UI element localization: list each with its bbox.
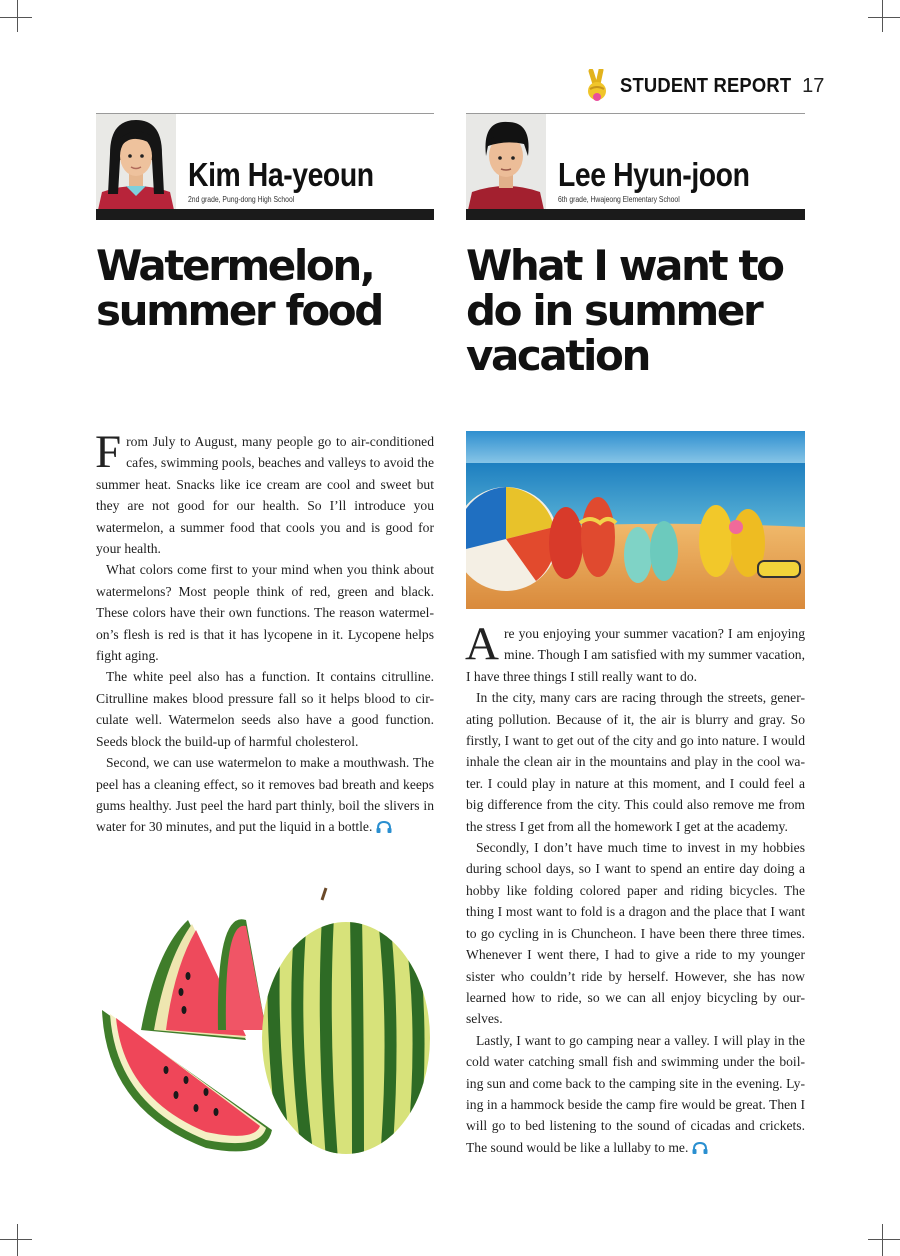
author-photo [466,114,546,210]
crop-mark [0,1239,32,1240]
crop-mark [882,0,883,32]
headline-line: do in summer [466,286,762,335]
paragraph-text: rom July to August, many people go to air-conditioned cafes, swimming pools, beaches and valleys to avoid the summer heat. Snacks like ice cream are cool and sweet but they are not good for our health. So I’ll introduce you watermelon, a summer food that cools you and is good for your health. [96,434,434,557]
author-school: 2nd grade, Pung-dong High School [188,195,295,204]
crop-mark [17,0,18,32]
beach-photo [466,431,805,609]
headphones-icon [692,1141,708,1154]
author-school: 6th grade, Hwajeong Elementary School [558,195,680,204]
paragraph: The white peel also has a function. It contains citrulline. Citrulline makes blood pressure fall so it helps blood to cir-culate well. Watermelon seeds also have a good function. Seeds block the build-up of harmful cholesterol. [96,669,434,749]
section-title: STUDENT REPORT [620,74,792,97]
paragraph [96,752,434,838]
paragraph-text: re you enjoying your summer vacation? I am enjoying mine. Though I am satisfied with my summer vacation, I have three things I still really want to do. [466,626,805,684]
crop-mark [0,17,32,18]
watermelon-image [96,880,432,1160]
drop-cap: F [95,426,122,478]
paragraph-text: Second, we can use watermelon to make a mouthwash. The peel has a cleaning effect, so it removes bad breath and keeps gums healthy. Just peel the hard part thinly, boil the slivers in water for 30 minutes, and put the liquid in a bottle. [96,755,434,835]
headphones-icon [376,820,392,833]
paragraph [465,618,805,687]
headline-line: What I want to [466,241,783,290]
paragraph: What colors come first to your mind when you think about watermelons? Most people think of red, green and black. These colors have their own functions. The reason watermel-on’s flesh is red is that it has lycopene in it. Lycopene helps fight aging. [96,562,434,664]
drop-cap: A [465,618,499,670]
paragraph [95,426,434,559]
article-headline [96,243,382,333]
headline-line: vacation [466,331,649,380]
victory-hand-icon [584,69,610,103]
crop-mark [868,1239,900,1240]
article-headline [466,243,783,378]
headline-line: Watermelon, [96,241,374,290]
author-name: Lee Hyun-joon [558,156,750,193]
headline-line: summer food [96,286,382,335]
crop-mark [17,1224,18,1256]
author-name: Kim Ha-yeoun [188,156,374,193]
article-body [95,426,434,838]
paragraph: Secondly, I don’t have much time to invest in my hobbies during school days, so I want to spend an entire day doing a hobby like folding colored paper and riding bicycles. The thing I most want to fold is a dragon and the place that I want to go cycling in is Chuncheon. I have been there three times. Whenever I went there, I had to give a ride to my younger sister who couldn’t ride by herself. However, she has now learned how to ride, so we can all enjoy bicycling by our-selves. [466,840,805,1027]
paragraph: In the city, many cars are racing through the streets, gener-ating pollution. Because of it, the air is blurry and gray. So firstly, I want to get out of the city and go into nature. I would inhale the clean air in the mountains and play in the cool wa-ter. I could play in nature at this moment, and I could feel a big difference from the city. This could also remove me from the stress I get from all the homework I get at the academy. [466,690,805,834]
article-body [465,618,805,1158]
author-photo [96,114,176,210]
author-bar [96,209,434,220]
page-header [584,66,824,106]
crop-mark [868,17,900,18]
paragraph [466,1030,805,1158]
page-number: 17 [802,74,825,97]
author-bar [466,209,805,220]
crop-mark [882,1224,883,1256]
paragraph-text: Lastly, I want to go camping near a valley. I will play in the cold water catching small fish and swimming under the boil-ing sun and come back to the camping site in the evening. Ly-ing in a hammock beside the camp fire would be great. Then I will go to bed listening to the sound of cicadas and crickets. The sound would be like a lullaby to me. [466,1032,805,1155]
